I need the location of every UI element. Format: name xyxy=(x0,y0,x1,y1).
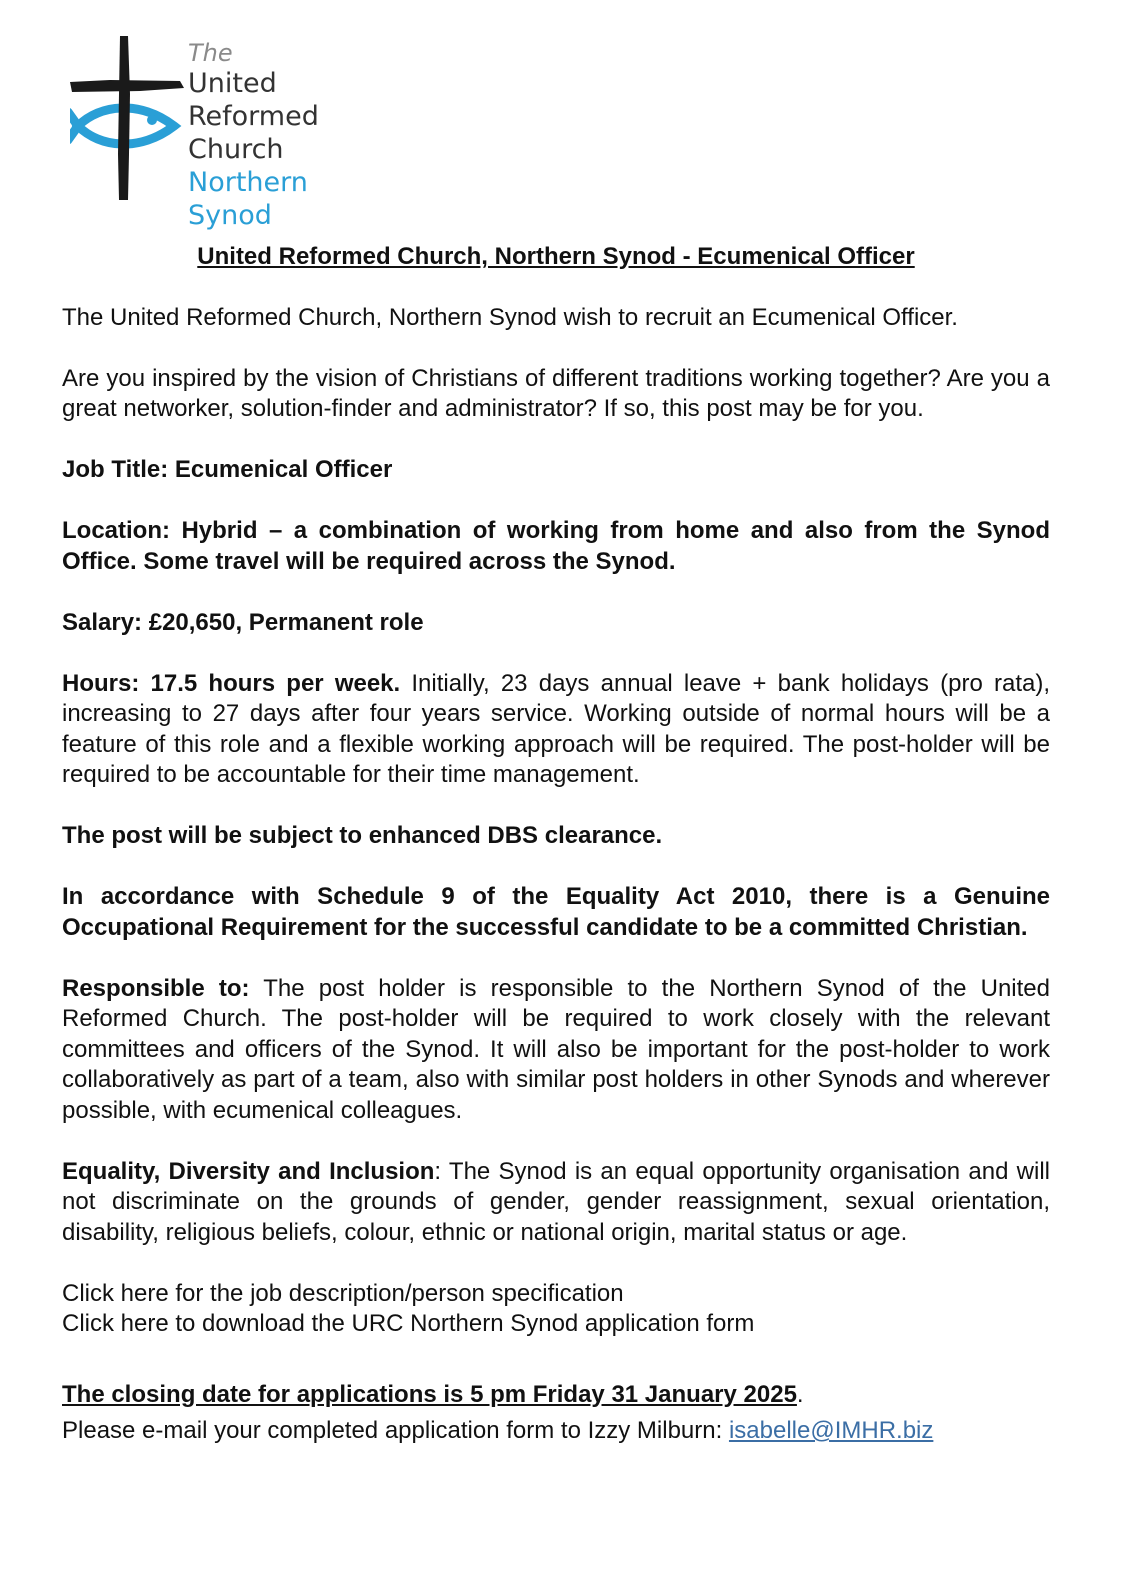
responsible-paragraph xyxy=(62,974,1050,1127)
document-body xyxy=(62,242,1050,1447)
closing-period: . xyxy=(796,1380,804,1408)
intro-paragraph: The United Reformed Church, Northern Synod wish to recruit an Ecumenical Officer. xyxy=(62,303,958,331)
dbs-text: The post will be subject to enhanced DBS clearance. xyxy=(62,822,663,849)
responsible-label: Responsible to: xyxy=(62,974,250,1002)
email-paragraph xyxy=(62,1416,1050,1447)
logo-church: Church xyxy=(188,134,284,165)
closing-paragraph xyxy=(62,1380,1050,1411)
urc-logo xyxy=(70,34,400,231)
responsible-text: The post holder is responsible to the Northern Synod of the United Reformed Church. The post-holder will be required to work closely with the relevant committees and officers of the Synod. It will also be important for the post-holder to work collaboratively as part of a team, also with similar post holders in other Synods and wherever possible, with ecumenical colleagues. xyxy=(62,974,1050,1124)
email-text: Please e-mail your completed application form to Izzy Milburn: xyxy=(62,1417,729,1444)
application-form-link[interactable]: Click here to download the URC Northern Synod application form xyxy=(62,1310,755,1337)
hours-text: Initially, 23 days annual leave + bank holidays (pro rata), increasing to 27 days after four years service. Working outside of normal hours will be a feature of this role and a flexible working approach will be required. The post-holder will be required to be accountable for their time management. xyxy=(62,669,1050,788)
document-title: United Reformed Church, Northern Synod - Ecumenical Officer xyxy=(197,243,915,270)
email-link[interactable]: isabelle@IMHR.biz xyxy=(728,1417,934,1444)
edi-text: : The Synod is an equal opportunity organisation and will not discriminate on the grounds of gender, gender reassignment, sexual orientation, disability, religious beliefs, colour, ethnic or national origin, marital status or age. xyxy=(62,1157,1051,1246)
edi-label: Equality, Diversity and Inclusion xyxy=(62,1157,435,1185)
job-title: Job Title: Ecumenical Officer xyxy=(62,456,393,483)
links-block xyxy=(62,1279,1050,1340)
logo-reformed: Reformed xyxy=(188,101,319,132)
hours-label: Hours: 17.5 hours per week. xyxy=(62,669,401,697)
logo-northern-synod: Northern Synod xyxy=(188,167,308,231)
job-description-link[interactable]: Click here for the job description/person specification xyxy=(62,1279,624,1307)
inspire-paragraph: Are you inspired by the vision of Christians of different traditions working together? Are you a great networker, solution-finder and administrator? If so, this post may be for you. xyxy=(62,364,1050,422)
equality-act-text: In accordance with Schedule 9 of the Equality Act 2010, there is a Genuine Occupational Requirement for the successful candidate to be a committed Christian. xyxy=(62,883,1050,941)
logo-united: United xyxy=(188,68,277,99)
closing-date: The closing date for applications is 5 pm Friday 31 January 2025 xyxy=(62,1380,797,1408)
location-text: Location: Hybrid – a combination of working from home and also from the Synod Office. Some travel will be required across the Synod. xyxy=(62,517,1050,575)
edi-paragraph xyxy=(62,1157,1050,1249)
hours-paragraph xyxy=(62,669,1050,791)
logo-the: The xyxy=(188,39,233,67)
salary-text: Salary: £20,650, Permanent role xyxy=(62,608,424,636)
cross-fish-icon xyxy=(70,34,190,206)
